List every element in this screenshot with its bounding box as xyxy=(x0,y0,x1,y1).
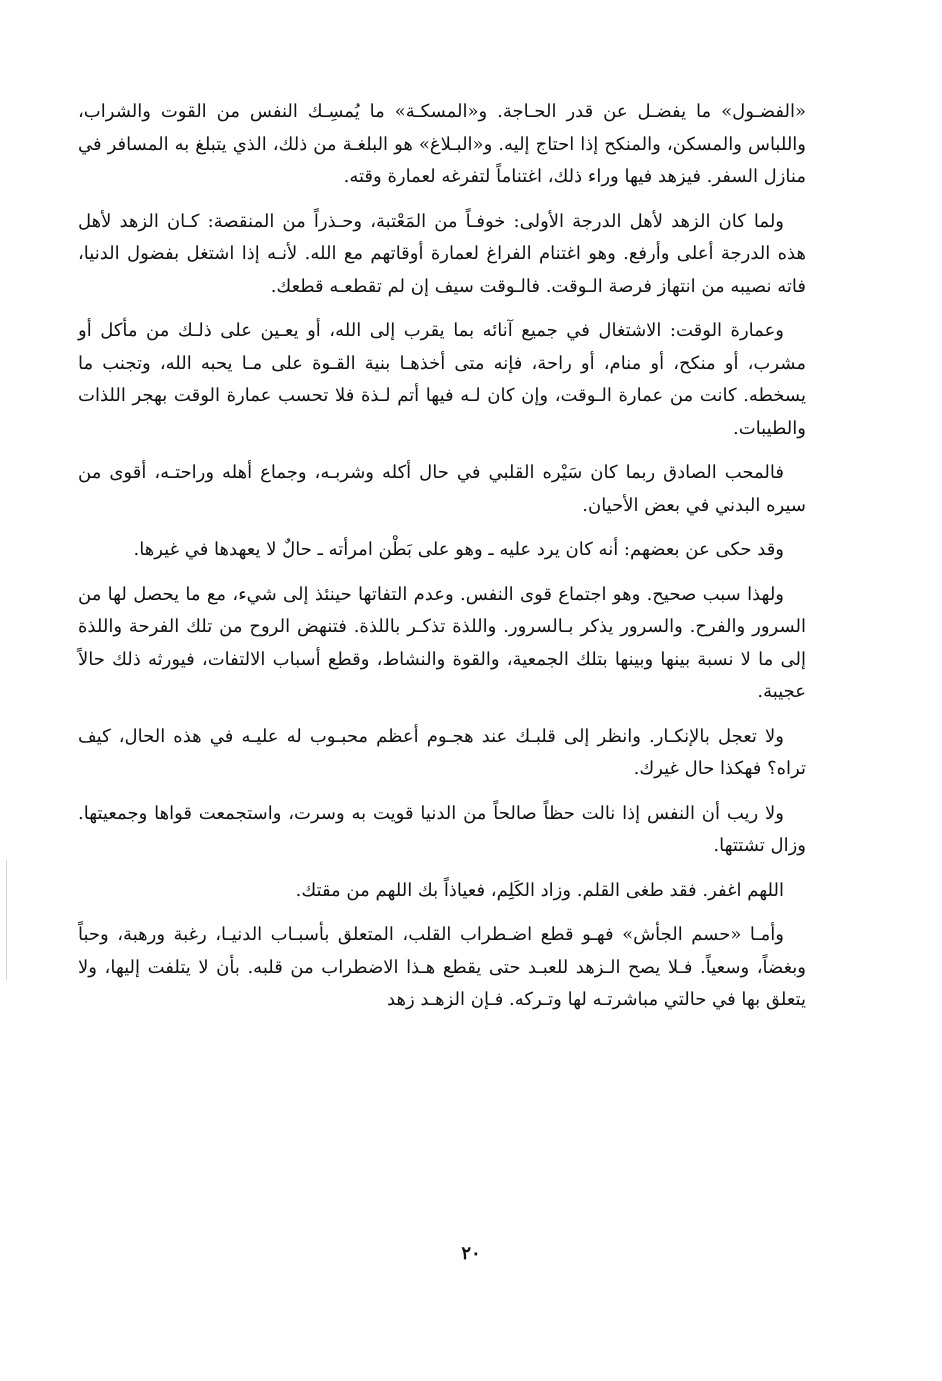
paragraph-5: وقد حكى عن بعضهم: أنه كان يرد عليه ـ وهو على بَطْن امرأته ـ حالٌ لا يعهدها في غيرها. xyxy=(133,539,784,560)
paragraph-7: ولا تعجل بالإنكـار. وانظر إلى قلبـك عند هجـوم أعظم محبـوب له عليـه في هذه الحال، كيف تراه؟ فهكذا حال غيرك. xyxy=(78,725,806,779)
page-body-text xyxy=(78,96,806,1029)
paragraph-3: وعمارة الوقت: الاشتغال في جميع آنائه بما يقرب إلى الله، أو يعـين على ذلـك من مأكل أو مشرب، أو منكح، أو منام، أو راحة، فإنه متى أخذهـا بنية القـوة على مـا يحبه الله، وتجنب ما يسخطه. كانت من عمارة الـوقت، وإن كان لـه فيها أتم لـذة فلا تحسب عمارة الوقت بهجر اللذات والطيبات. xyxy=(78,320,806,439)
paragraph-1: «الفضـول» ما يفضـل عن قدر الحـاجة. و«المسكـة» ما يُمسِـك النفس من القوت والشراب، واللباس والمسكن، والمنكح إذا احتاج إليه. و«البـلاغ» هو البلغـة من ذلك، الذي يتبلغ به المسافر في منازل السفر. فيزهد فيها وراء ذلك، اغتناماً لتفرغه لعمارة وقته. xyxy=(78,101,806,187)
paragraph-4: فالمحب الصادق ربما كان سَيْره القلبي في حال أكله وشربـه، وجماع أهله وراحتـه، أقوى من سيره البدني في بعض الأحيان. xyxy=(78,462,806,516)
paragraph-8: ولا ريب أن النفس إذا نالت حظاً صالحاً من الدنيا قويت به وسرت، واستجمعت قواها وجمعيتها. وزال تشتتها. xyxy=(78,802,806,856)
paragraph-10: وأمـا «حسم الجأش» فهـو قطع اضـطراب القلب، المتعلق بأسبـاب الدنيـا، رغبة ورهبة، وحباً وبغضاً، وسعياً. فـلا يصح الـزهد للعبـد حتى يقطع هـذا الاضطراب من قلبه. بأن لا يتلفت إليها، ولا يتعلق بها في حالتي مباشرتـه لها وتـركه. فـإن الزهـد زهد xyxy=(78,924,806,1010)
paragraph-2: ولما كان الزهد لأهل الدرجة الأولى: خوفـاً من المَعْتبة، وحـذراً من المنقصة: كـان الزهد لأهل هذه الدرجة أعلى وأرفع. وهو اغتنام الفراغ لعمارة أوقاتهم مع الله. لأنـه إذا اشتغل بفضول الدنيا، فاته نصيبه من انتهاز فرصة الـوقت. فالـوقت سيف إن لم تقطعـه قطعك. xyxy=(78,210,806,297)
paragraph-6: ولهذا سبب صحيح. وهو اجتماع قوى النفس. وعدم التفاتها حينئذ إلى شيء، مع ما يحصل لها من السرور والفرح. والسرور يذكر بـالسرور. واللذة تذكـر باللذة. فتنهض الروح من تلك الفرحة واللذة إلى ما لا نسبة بينها وبينها بتلك الجمعية، والقوة والنشاط، وقطع أسباب الالتفات، فيورثه ذلك حالاً عجيبة. xyxy=(78,583,806,702)
page-number: ٢٠ xyxy=(461,1243,481,1264)
paragraph-9: اللهم اغفر. فقد طغى القلم. وزاد الكَلِم، فعياذاً بك اللهم من مقتك. xyxy=(295,879,784,901)
scan-edge-mark xyxy=(6,860,7,980)
